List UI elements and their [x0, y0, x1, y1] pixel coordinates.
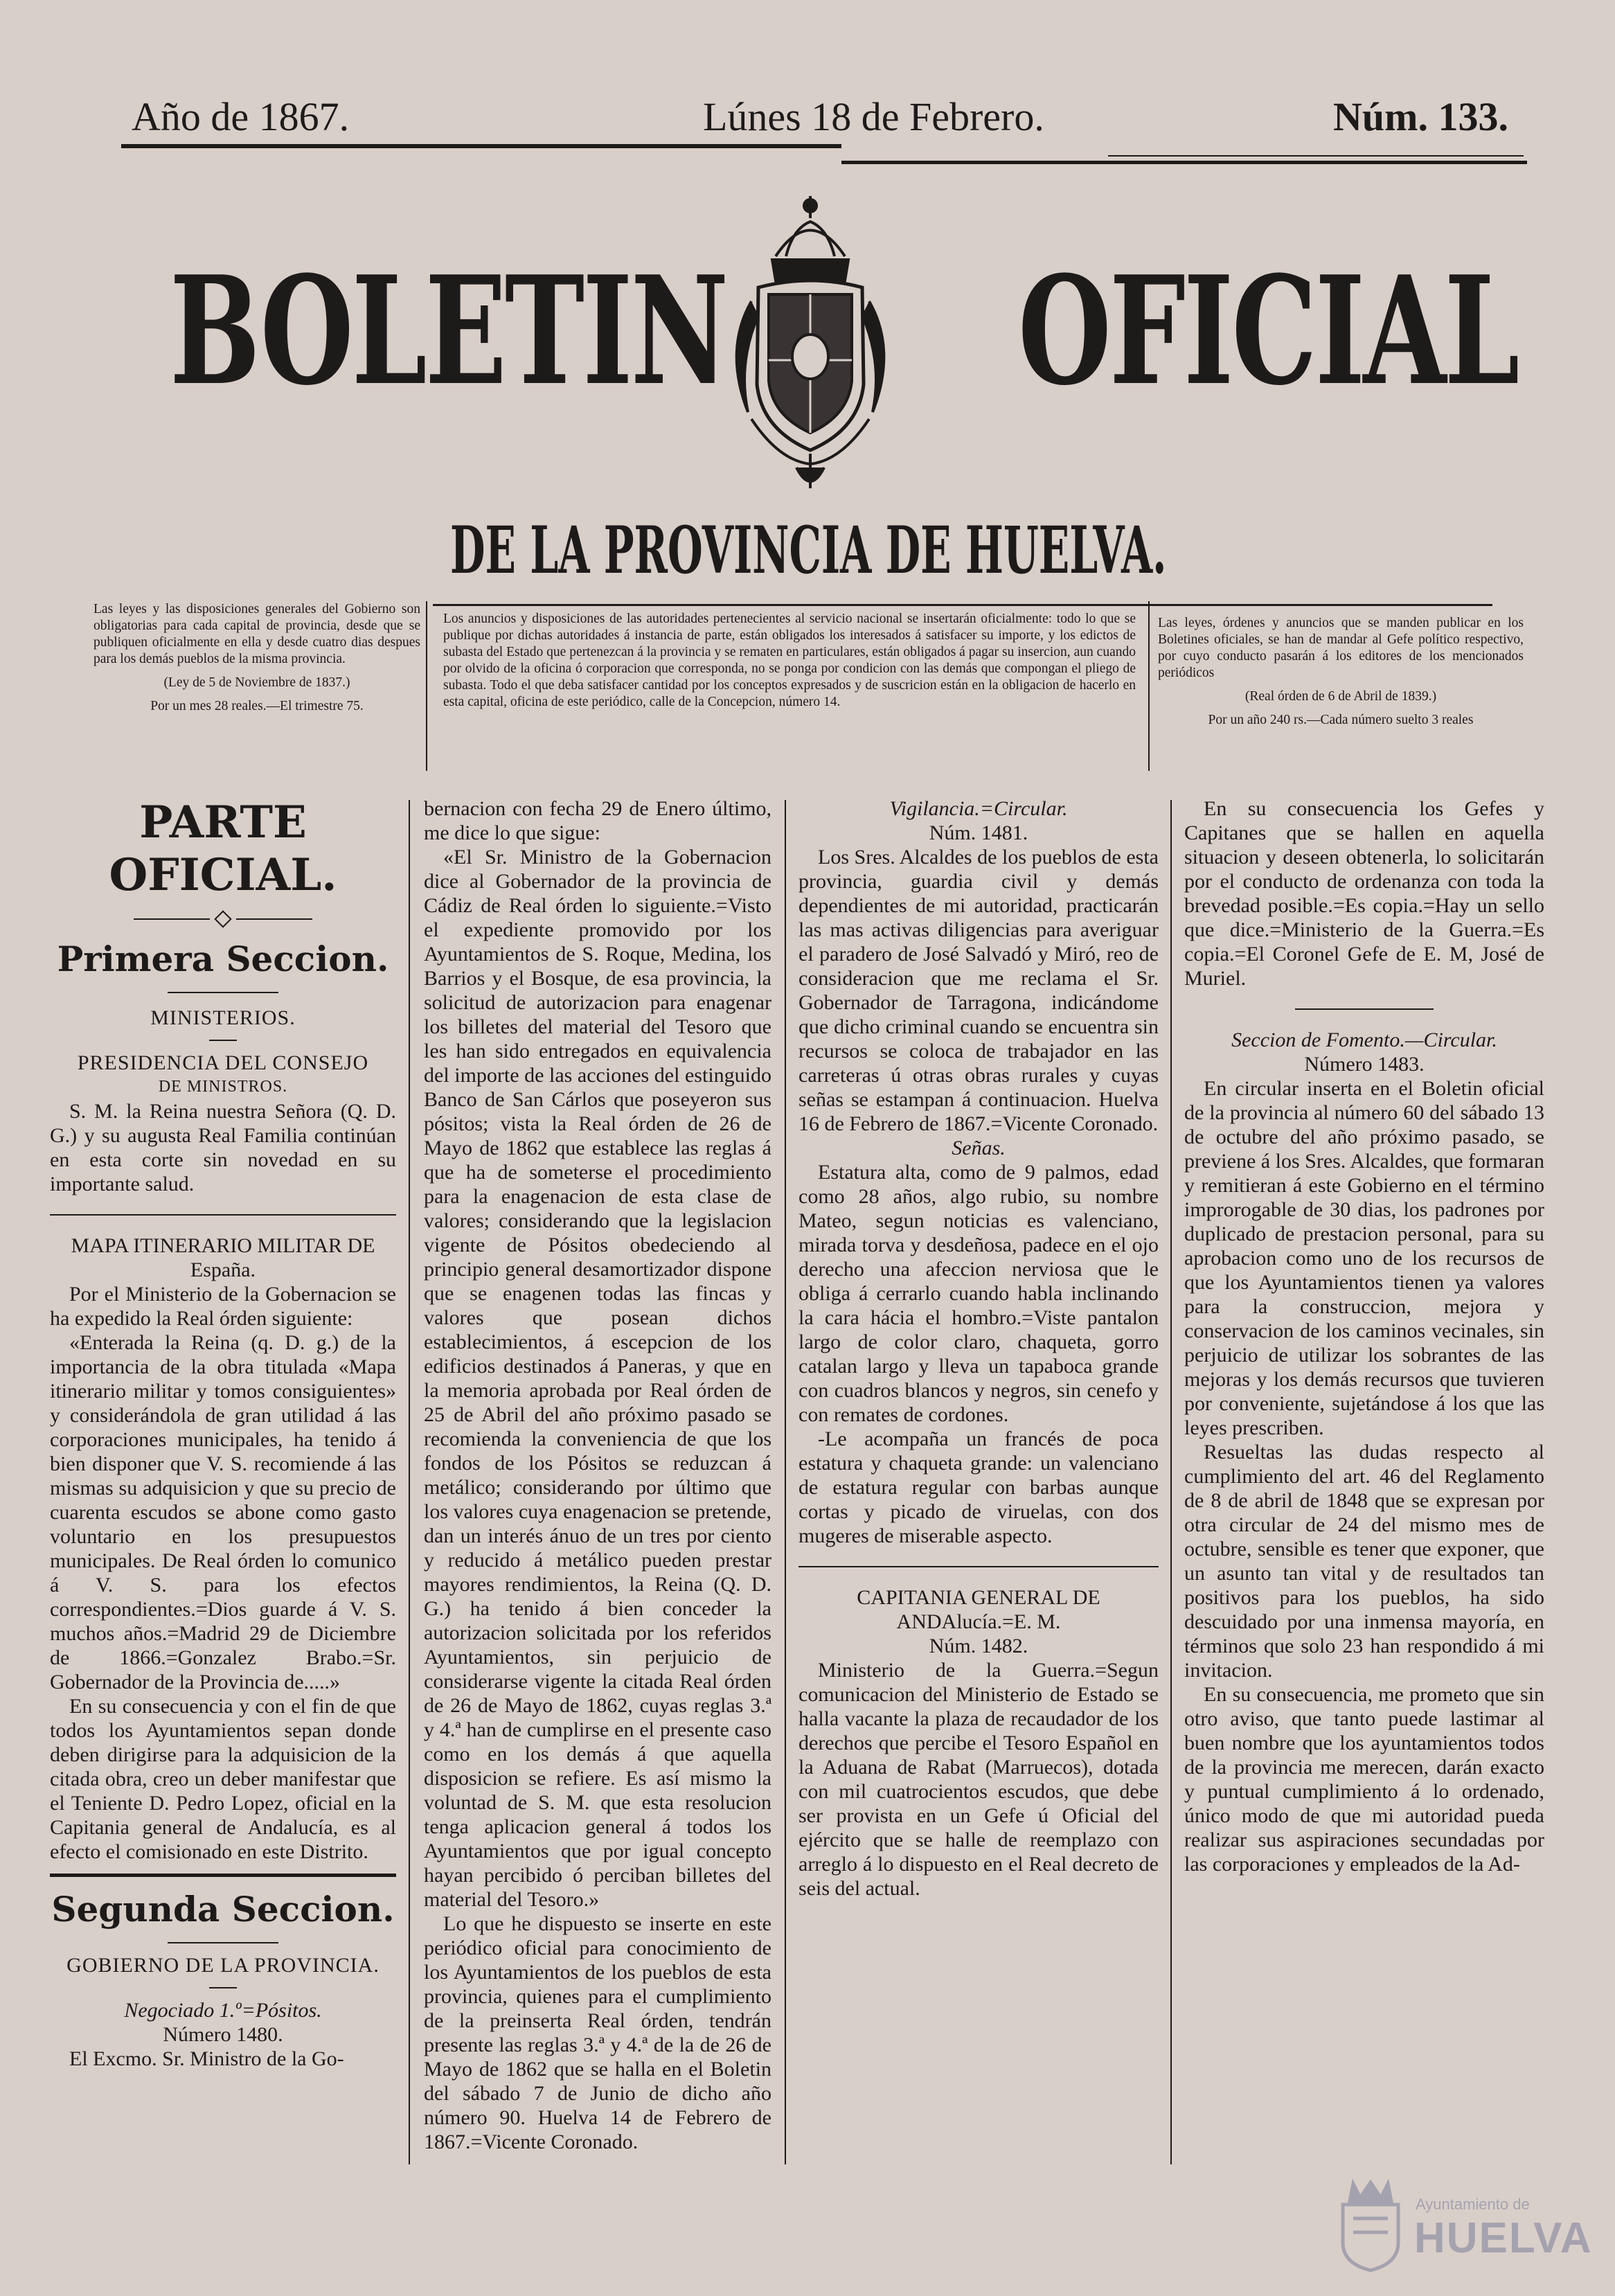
masthead-right: OFICIAL [1018, 243, 1518, 418]
notice-divider-right [1148, 601, 1150, 771]
de-ministros-heading: DE MINISTROS. [158, 1078, 288, 1096]
capitania-text: Ministerio de la Guerra.=Segun comunicacion del Ministerio de Estado se halla vacante la plaza de recaudador de los derechos que percibe el Tesoro Español en la Aduana de Rabat (Marruecos), dotada con mil cuatrocientos escudos, que debe ser provista en un Gefe ú Oficial del ejército que se halle de reemplazo con arreglo á lo dispuesto en el Real decreto de seis del actual. [798, 1659, 1159, 1900]
primera-seccion-heading: Primera Seccion. [57, 938, 389, 979]
mapa-order: «Enterada la Reina (q. D. g.) de la importancia de la obra titulada «Mapa itinerario militar y tomos consiguientes» y considerándola de gran utilidad á las corporaciones municipales, ha tenido á bien disponer que V. S. recomiende á las mismas su adquisicion y que su precio de cuarenta escudos se abone como gasto voluntario en los presupuestos municipales. De Real órden lo comunico á V. S. para los efectos correspondientes.=Dios guarde á V. S. muchos años.=Madrid 29 de Diciembre de 1866.=Gonzalez Brabo.=Sr. Gobernador de la Provincia de.....» [50, 1331, 396, 1693]
issue-number: Núm. 133. [1333, 94, 1508, 139]
masthead-subtitle: DE LA PROVINCIA DE HUELVA. [450, 513, 1167, 589]
mapa-consequence: En su consecuencia y con el fin de que todos los Ayuntamientos sepan donde deben dirigirse para la adquisicion de la citada obra, creo un deber manifestar que el Teniente D. Pedro Lopez, oficial en la Capitania general de Andalucía, es al efecto el comisionado en este Distrito. [50, 1695, 396, 1863]
column-divider-3 [1170, 800, 1172, 2164]
column-divider-1 [409, 800, 410, 2164]
col2-opening: bernacion con fecha 29 de Enero último, me dice lo que sigue: [424, 797, 771, 844]
mapa-heading: MAPA ITINERARIO MILITAR DE España. [71, 1234, 375, 1281]
segunda-seccion-heading: Segunda Seccion. [51, 1889, 395, 1930]
gobierno-heading: GOBIERNO DE LA PROVINCIA. [66, 1954, 380, 1977]
section-rule-2 [168, 1942, 278, 1943]
column-3 [798, 797, 1159, 1901]
fomento-text: En circular inserta en el Boletin oficial de la provincia al número 60 del sábado 13 de octubre del año próximo pasado, se previene á los Sres. Alcaldes, que formaran y remitieran á este Gobierno en el término improrogable de 30 dias, los padrones por duplicado de prestacion personal, para su aprobacion como uno de los recursos de que los Ayuntamientos tienen ya valores para la construccion, mejora y conservacion de los caminos vecinales, sin perjuicio de utilizar los sobrantes de las mejoras y los demás recursos que tuvieren por conveniente, sujetándose á los que las leyes prescriben. [1184, 1077, 1544, 1439]
vigilancia-heading: Vigilancia.=Circular. [889, 797, 1068, 820]
capitania-heading: CAPITANIA GENERAL DE ANDAlucía.=E. M. [857, 1586, 1100, 1633]
watermark-line2: HUELVA [1414, 2214, 1593, 2262]
header-rule [121, 144, 841, 148]
masthead-left: BOLETIN [170, 243, 727, 418]
article-rule [50, 1214, 396, 1216]
dudas-text: Resueltas las dudas respecto al cumplimiento del art. 46 del Reglamento de 8 de abril de 1848 que se expresan por otra circular de 24 del mismo mes de octubre, sensible es tener que exponer, que un asunto tan vital y de resultados tan positivos para los pueblos, ha sido descuidado por una inmensa mayoría, en términos que solo 23 han respondido á mi invitacion. [1184, 1441, 1544, 1682]
col2-closing: Lo que he dispuesto se inserte en este periódico oficial para conocimiento de los Ayuntamientos de los pueblos de esta provincia, quienes para el cumplimiento de la preinserta Real órden, tendrán presente las reglas 3.ª y 4.ª de la de 26 de Mayo de 1862 que se halla en el Boletin del sábado 7 de Junio de dicho año número 90. Huelva 14 de Febrero de 1867.=Vicente Coronado. [424, 1912, 771, 2153]
numero-1482: Núm. 1482. [929, 1635, 1028, 1657]
health-notice: S. M. la Reina nuestra Señora (Q. D. G.) y su augusta Real Familia continúan en esta corte sin novedad en su importante salud. [50, 1100, 396, 1195]
senas-description: Estatura alta, como de 9 palmos, edad como 28 años, algo rubio, su nombre Mateo, segun noticias es valenciano, mirada torva y desdeñosa, padece en el ojo derecho una afeccion nerviosa que le obliga á cerrarlo cuando habla inclinando la cara hácia el hombro.=Viste pantalon largo de color claro, chaqueta, gorro catalan largo y lleva un tapaboca grande con cuadros blancos y negros, sin cenefo y con remates de cordones. [798, 1161, 1159, 1426]
article-rule-3 [798, 1566, 1159, 1567]
notice-center [443, 611, 1136, 711]
negociado-heading: Negociado 1.º=Pósitos. [124, 1999, 322, 2022]
small-rule [209, 1040, 237, 1041]
section-rule [168, 992, 278, 993]
crest-icon [1332, 2177, 1409, 2274]
header-rule-right [841, 161, 1527, 164]
header-rule-thin [1108, 155, 1524, 157]
col4-opening: En su consecuencia los Gefes y Capitanes que se hallen en aquella situacion y deseen obtenerla, lo solicitarán por el conducto de ordenanza con toda la brevedad posible.=Es copia.=Hay un sello que dice.=Ministerio de la Guerra.=Es copia.=El Coronel Gefe de E. M, José de Muriel. [1184, 797, 1544, 990]
notice-top-rule [433, 604, 1492, 606]
vigilancia-text: Los Sres. Alcaldes de los pueblos de esta provincia, guardia civil y demás dependientes de mi autoridad, practicarán las mas activas diligencias para averiguar el paradero de José Salvadó y Miró, reo de consideracion que me reclama el Sr. Gobernador de Tarragona, indicándome que dicho criminal cuando se encuentra sin recursos se coloca de trabajador en las carreteras ú otras obras rurales y cuyas señas se estampan á continuacion. Huelva 16 de Febrero de 1867.=Vicente Coronado. [798, 846, 1159, 1135]
small-rule-2 [209, 1987, 237, 1988]
notice-left-price: Por un mes 28 reales.—El trimestre 75. [150, 699, 364, 713]
notice-right-price: Por un año 240 rs.—Cada número suelto 3 reales [1208, 713, 1474, 727]
notice-center-text: Los anuncios y disposiciones de las autoridades pertenecientes al servicio nacional se insertarán oficialmente: todo lo que se publique por dichas autoridades á instancia de parte, están obligados los interesados á satisfacer su importe, y los edictos de subasta del Estado que pertenezcan á la provincia y se rematen en particulares, están obligados á pagar su insercion, aun cuando por olvido de la oficina ó corporacion que corresponda, no se ponga por condicion con las demás que compongan el pliego de subasta. Todo el que deba satisfacer cantidad por los conceptos expresados y de suscricion están en la obligacion de hacerlo en esta capital, oficina de este periódico, calle de la Concepcion, número 14. [443, 612, 1136, 709]
column-2 [424, 797, 771, 2154]
notice-right-text: Las leyes, órdenes y anuncios que se manden publicar en los Boletines oficiales, se han de mandar al Gefe político respectivo, por cuyo conducto pasarán á los editores de los mencionados periódicos [1158, 616, 1524, 680]
senas-heading: Señas. [952, 1137, 1006, 1159]
parte-oficial-heading: PARTE OFICIAL. [109, 797, 337, 901]
notice-divider-left [426, 601, 427, 771]
numero-1481: Núm. 1481. [929, 821, 1028, 844]
ministerios-heading: MINISTERIOS. [150, 1006, 296, 1029]
numero-1480: Número 1480. [163, 2023, 283, 2046]
col1-trailing-text: El Excmo. Sr. Ministro de la Go- [69, 2047, 344, 2070]
col2-royal-order: «El Sr. Ministro de la Gobernacion dice al Gobernador de la provincia de Cádiz de Real órden lo siguiente.=Visto el expediente promovido por los Ayuntamientos de S. Roque, Medina, los Barrios y el Bosque, de esa provincia, la solicitud de autorizacion para enagenar los billetes del material del Tesoro que les han sido entregados en equivalencia del importe de las acciones del estinguido Banco de San Cárlos que poseyeron sus pósitos; vista la Real órden de 26 de Mayo de 1862 que establece las reglas á que ha de someterse el procedimiento para la enagenacion de esta clase de valores; considerando que la legislacion vigente de Pósitos obedeciendo al principio general desamortizador dispone que se enagenen todas las fincas y valores que posean dichos establecimientos, á escepcion de los edificios destinados á Paneras, y que en la memoria aprobada por Real órden de 25 de Abril del año próximo pasado se recomienda la conveniencia de que los fondos de los Pósitos se reduzcan á metálico; considerando por último que los valores cuya enagenacion se pretende, dan un interés ánuo de un tres por ciento y reducido á metálico pueden prestar mayores rendimientos, la Reina (Q. D. G.) ha tenido á bien conceder la autorizacion solicitada por los referidos Ayuntamientos, sin perjuicio de considerarse vigente la citada Real órden de 26 de Mayo de 1862, cuyas reglas 3.ª y 4.ª han de cumplirse en el presente caso como en los demás á que aquella disposicion se refiere. Es así mismo la voluntad de S. M. que esta resolucion tenga aplicacion general á todos los Ayuntamientos que por igual concepto hayan percibido ó perciban billetes del material del Tesoro.» [424, 846, 771, 1911]
notice-left [93, 601, 420, 715]
mapa-intro: Por el Ministerio de la Gobernacion se ha expedido la Real órden siguiente: [50, 1283, 396, 1330]
article-rule-4 [1295, 1008, 1434, 1010]
companions-description: -Le acompaña un francés de poca estatura y chaqueta grande: un valenciano de estatura regular con barbas aunque cortas y picado de viruelas, con dos mugeres de miserable aspecto. [798, 1427, 1159, 1547]
fomento-heading: Seccion de Fomento.—Circular. [1231, 1029, 1497, 1051]
coat-of-arms-icon [710, 190, 911, 495]
ornament-divider [50, 913, 396, 925]
section-double-rule [50, 1874, 396, 1877]
ayuntamiento-watermark [1332, 2173, 1593, 2277]
presidencia-heading: PRESIDENCIA DEL CONSEJO [77, 1051, 369, 1074]
column-4 [1184, 797, 1544, 1876]
notice-right-citation: (Real órden de 6 de Abril de 1839.) [1244, 689, 1437, 704]
column-1 [50, 797, 396, 2071]
watermark-line1: Ayuntamiento de [1416, 2196, 1530, 2213]
numero-1483: Número 1483. [1304, 1053, 1425, 1076]
column-divider-2 [785, 800, 786, 2164]
issue-date: Lúnes 18 de Febrero. [703, 94, 1044, 139]
consecuencia-text: En su consecuencia, me prometo que sin otro aviso, que tanto puede lastimar al buen nombre que los ayuntamientos todos de la provincia me merecen, darán exacto y puntual cumplimiento á lo ordenado, único modo de que mi autoridad pueda realizar sus aspiraciones secundadas por las corporaciones y empleados de la Ad- [1184, 1683, 1544, 1876]
issue-year: Año de 1867. [132, 94, 350, 139]
notice-left-citation: (Ley de 5 de Noviembre de 1837.) [163, 675, 350, 690]
notice-left-text: Las leyes y las disposiciones generales del Gobierno son obligatorias para cada capital de provincia, desde que se publiquen oficialmente en ella y desde cuatro dias despues para los demás pueblos de la misma provincia. [93, 602, 420, 666]
notice-right [1158, 615, 1524, 729]
